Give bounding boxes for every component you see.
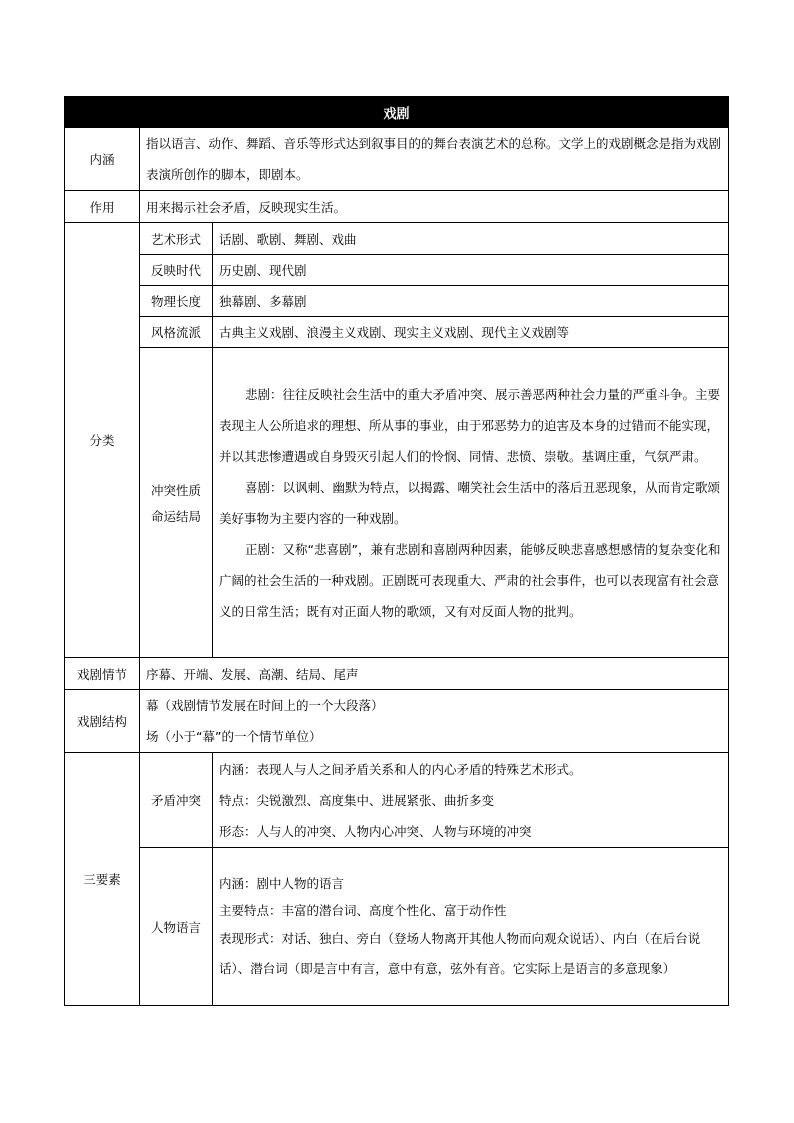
conflict-forms: 形态：人与人的冲突、人物内心冲突、人物与环境的冲突 <box>219 823 532 839</box>
structure-cell <box>140 690 729 753</box>
language-forms: 表现形式：对话、独白、旁白（登场人物离开其他人物而向观众说话）、内白（在后台说话）、潜台词（即是言中有言，意中有意，弦外有音。它实际上是语言的多意现象） <box>219 930 701 976</box>
row-label-fenlei: 分类 <box>65 223 140 658</box>
sub-label-conflict-nature <box>140 348 213 658</box>
fate-outcome-label: 命运结局 <box>150 508 201 524</box>
row-label-elements: 三要素 <box>65 753 140 1006</box>
language-cell <box>213 848 729 1006</box>
drama-paragraph: 正剧：又称“悲喜剧”，兼有悲剧和喜剧两种因素，能够反映悲喜感想感情的复杂变化和广阔的社会生活的一种戏剧。正剧既可表现重大、严肃的社会事件，也可以表现富有社会意义的日常生活；既有对正面人物的歌颂，又有对反面人物的批判。 <box>219 541 721 619</box>
row-label-plot: 戏剧情节 <box>65 658 140 690</box>
sub-label-conflict: 矛盾冲突 <box>140 753 213 848</box>
sub-label-art-form: 艺术形式 <box>140 223 213 255</box>
drama-table <box>64 96 729 1006</box>
conflict-traits: 特点：尖锐激烈、高度集中、进展紧张、曲折多变 <box>219 792 495 808</box>
language-meaning: 内涵：剧中人物的语言 <box>219 875 345 891</box>
structure-act: 幕（戏剧情节发展在时间上的一个大段落） <box>146 698 384 713</box>
sub-label-era: 反映时代 <box>140 255 213 286</box>
conflict-meaning: 内涵：表现人与人之间矛盾关系和人的内心矛盾的特殊艺术形式。 <box>219 761 582 777</box>
length-text: 独幕剧、多幕剧 <box>213 286 729 317</box>
conflict-cell <box>213 753 729 848</box>
art-form-text: 话剧、歌剧、舞剧、戏曲 <box>213 223 729 255</box>
comedy-paragraph: 喜剧：以讽刺、幽默为特点，以揭露、嘲笑社会生活中的落后丑恶现象，从而肯定歌颂美好事物为主要内容的一种戏剧。 <box>219 479 721 526</box>
row-label-zuoyong: 作用 <box>65 191 140 223</box>
row-label-neihan: 内涵 <box>65 128 140 191</box>
table-title: 戏剧 <box>65 97 729 128</box>
sub-label-style: 风格流派 <box>140 317 213 348</box>
plot-text: 序幕、开端、发展、高潮、结局、尾声 <box>140 658 729 690</box>
style-text: 古典主义戏剧、浪漫主义戏剧、现实主义戏剧、现代主义戏剧等 <box>213 317 729 348</box>
structure-scene: 场（小于“幕”的一个情节单位） <box>146 729 322 744</box>
conflict-nature-label: 冲突性质 <box>150 482 201 498</box>
neihan-text: 指以语言、动作、舞蹈、音乐等形式达到叙事目的的舞台表演艺术的总称。文学上的戏剧概念是指为戏剧表演所创作的脚本，即剧本。 <box>140 128 729 191</box>
sub-label-language: 人物语言 <box>140 848 213 1006</box>
tragedy-paragraph: 悲剧：往往反映社会生活中的重大矛盾冲突、展示善恶两种社会力量的严重斗争。主要表现主人公所追求的理想、所从事的事业，由于邪恶势力的迫害及本身的过错而不能实现，并以其悲惨遭遇或自身毁灭引起人们的怜悯、同情、悲愤、崇敬。基调庄重，气氛严肃。 <box>219 386 721 464</box>
era-text: 历史剧、现代剧 <box>213 255 729 286</box>
zuoyong-text: 用来揭示社会矛盾，反映现实生活。 <box>140 191 729 223</box>
conflict-nature-cell <box>213 348 729 658</box>
sub-label-length: 物理长度 <box>140 286 213 317</box>
language-traits: 主要特点：丰富的潜台词、高度个性化、富于动作性 <box>219 902 507 918</box>
row-label-structure: 戏剧结构 <box>65 690 140 753</box>
